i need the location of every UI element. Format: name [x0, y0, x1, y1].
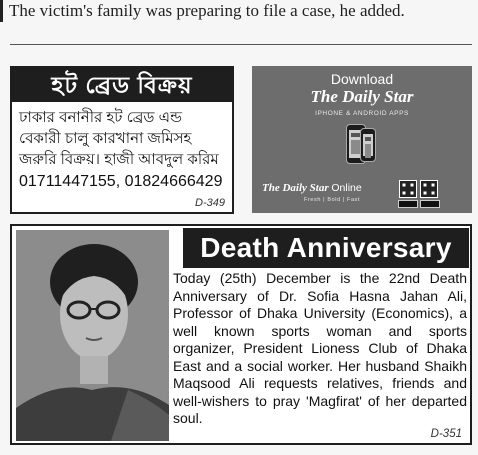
promo-download-label: Download	[330, 71, 394, 87]
qr-code-icon	[420, 180, 438, 198]
app-store-badge-icon	[398, 200, 418, 208]
article-column-rule	[0, 0, 3, 22]
classified-ad-phones: 01711447155, 01824666429	[19, 173, 223, 190]
notice-code: D-351	[430, 428, 462, 440]
promo-brand-logo: The Daily Star	[310, 87, 414, 106]
daily-star-app-promo	[252, 66, 472, 213]
classified-ad-code: D-349	[195, 197, 225, 209]
notice-body: Today (25th) December is the 22nd Death Anniversary of Dr. Sofia Hasna Jahan Ali, Professor of Dhaka University (Economics), a well known sports woman and sports organizer, President Lioness Club of Dhaka East and a social worker. Her husband Shaikh Maqsood Ali requests relatives, friends and well-wishers to pray 'Magfirat' of her departed soul.	[173, 270, 467, 426]
notice-title: Death Anniversary	[183, 228, 469, 268]
promo-tagline: Fresh | Bold | Fast	[304, 197, 361, 203]
classified-ad	[10, 66, 234, 214]
promo-online-label: Online	[331, 182, 362, 194]
promo-online-brand: The Daily Star	[262, 182, 329, 194]
classified-ad-text: ঢাকার বনানীর হট ব্রেড এন্ড বেকারী চালু কারখানা জমিসহ জরুরি বিক্রয়। হাজী আবদুল করিম	[19, 109, 219, 168]
play-store-badge-icon	[420, 200, 440, 208]
qr-code-icon	[399, 180, 417, 198]
portrait-photo	[16, 230, 169, 441]
promo-online-logo	[262, 182, 362, 194]
promo-apps-label: IPHONE & ANDROID APPS	[315, 110, 409, 117]
phone-icon	[360, 128, 376, 162]
article-last-line: The victim's family was preparing to file a case, he added.	[9, 1, 405, 20]
classified-ad-heading: হট ব্রেড বিক্রয়	[12, 68, 232, 102]
classified-ad-body	[12, 102, 232, 192]
section-divider	[10, 44, 472, 45]
death-anniversary-notice	[10, 224, 472, 445]
